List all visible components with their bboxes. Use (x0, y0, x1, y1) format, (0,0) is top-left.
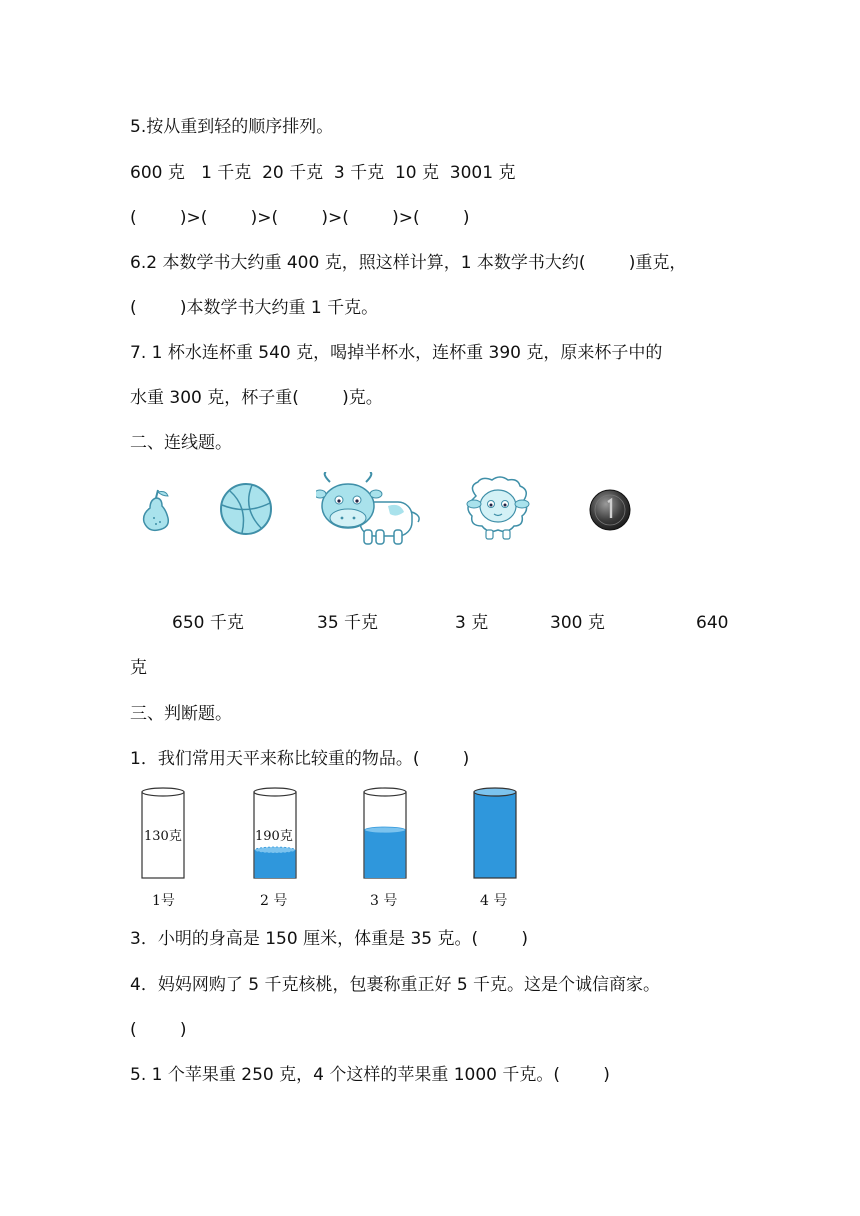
pear-icon (136, 486, 176, 534)
section3-title: 三、判断题。 (130, 704, 232, 724)
judge-q4-line2: ( ) (130, 1020, 187, 1040)
cups-figure (130, 784, 550, 884)
ball-icon (218, 481, 274, 537)
q5-title: 5.按从重到轻的顺序排列。 (130, 117, 334, 137)
weight-label-3: 3 克 (455, 613, 489, 633)
cup-3 (364, 788, 406, 878)
cup-2-weight: 190克 (255, 829, 293, 844)
cup-1-label: 1号 (152, 893, 175, 909)
sheep-icon (462, 476, 534, 542)
cup-1 (142, 788, 184, 878)
q7-line2: 水重 300 克，杯子重( )克。 (130, 388, 383, 408)
q6-line2: ( )本数学书大约重 1 千克。 (130, 298, 379, 318)
weight-label-wrap: 克 (130, 658, 147, 678)
judge-q4-line1: 4．妈妈网购了 5 千克核桃，包裹称重正好 5 千克。这是个诚信商家。 (130, 975, 661, 995)
q5-blanks: ( )>( )>( )>( )>( ) (130, 208, 470, 228)
weight-label-4: 300 克 (550, 613, 605, 633)
judge-q5: 5. 1 个苹果重 250 克，4 个这样的苹果重 1000 千克。( ) (130, 1065, 610, 1085)
weight-label-1: 650 千克 (172, 613, 244, 633)
cup-4 (474, 788, 516, 878)
q7-line1: 7. 1 杯水连杯重 540 克，喝掉半杯水，连杯重 390 克，原来杯子中的 (130, 343, 663, 363)
section2-title: 二、连线题。 (130, 433, 232, 453)
cow-icon (316, 472, 424, 548)
coin-icon (588, 488, 632, 532)
q6-line1: 6.2 本数学书大约重 400 克，照这样计算，1 本数学书大约( )重克， (130, 253, 687, 273)
judge-q3: 3．小明的身高是 150 厘米，体重是 35 克。( ) (130, 929, 529, 949)
q5-items: 600 克 1 千克 20 千克 3 千克 10 克 3001 克 (130, 163, 516, 183)
cup-3-label: 3 号 (370, 893, 398, 909)
judge-q1: 1．我们常用天平来称比较重的物品。( ) (130, 749, 470, 769)
cup-4-label: 4 号 (480, 893, 508, 909)
cup-1-weight: 130克 (144, 829, 182, 844)
cup-2-label: 2 号 (260, 893, 288, 909)
cup-2 (254, 788, 296, 878)
weight-label-5: 640 (696, 613, 729, 633)
weight-label-2: 35 千克 (317, 613, 379, 633)
